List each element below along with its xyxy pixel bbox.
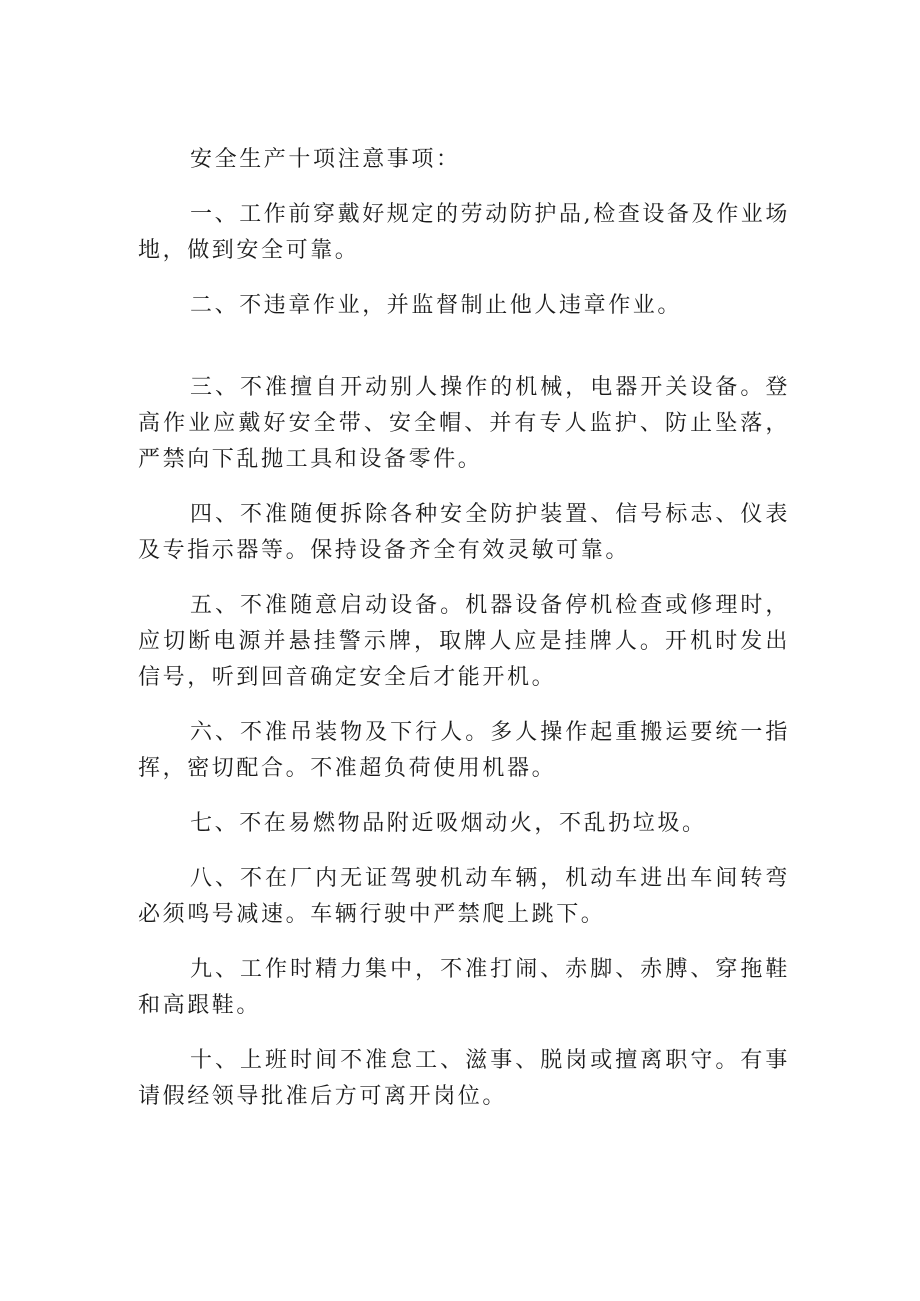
rule-item-8: 八、不在厂内无证驾驶机动车辆，机动车进出车间转弯必须鸣号减速。车辆行驶中严禁爬上跳下。 bbox=[138, 866, 790, 927]
rule-item-9: 九、工作时精力集中，不准打闹、赤脚、赤膊、穿拖鞋和高跟鞋。 bbox=[138, 957, 790, 1018]
document-heading: 安全生产十项注意事项： bbox=[190, 147, 461, 172]
rule-item-3: 三、不准擅自开动别人操作的机械，电器开关设备。登高作业应戴好安全带、安全帽、并有专人监护、防止坠落，严禁向下乱抛工具和设备零件。 bbox=[138, 375, 790, 472]
rule-item-7: 七、不在易燃物品附近吸烟动火，不乱扔垃圾。 bbox=[190, 811, 707, 836]
rule-item-1: 一、工作前穿戴好规定的劳动防护品,检查设备及作业场地，做到安全可靠。 bbox=[138, 202, 790, 263]
document-body bbox=[138, 142, 790, 1115]
rule-item-5: 五、不准随意启动设备。机器设备停机检查或修理时，应切断电源并悬挂警示牌，取牌人应是挂牌人。开机时发出信号，听到回音确定安全后才能开机。 bbox=[138, 593, 790, 690]
rule-item-2: 二、不违章作业，并监督制止他人违章作业。 bbox=[190, 293, 683, 318]
rule-item-10: 十、上班时间不准怠工、滋事、脱岗或擅离职守。有事请假经领导批准后方可离开岗位。 bbox=[138, 1048, 790, 1109]
rule-item-6: 六、不准吊装物及下行人。多人操作起重搬运要统一指挥，密切配合。不准超负荷使用机器。 bbox=[138, 720, 790, 781]
rule-item-4: 四、不准随便拆除各种安全防护装置、信号标志、仪表及专指示器等。保持设备齐全有效灵敏可靠。 bbox=[138, 502, 790, 563]
